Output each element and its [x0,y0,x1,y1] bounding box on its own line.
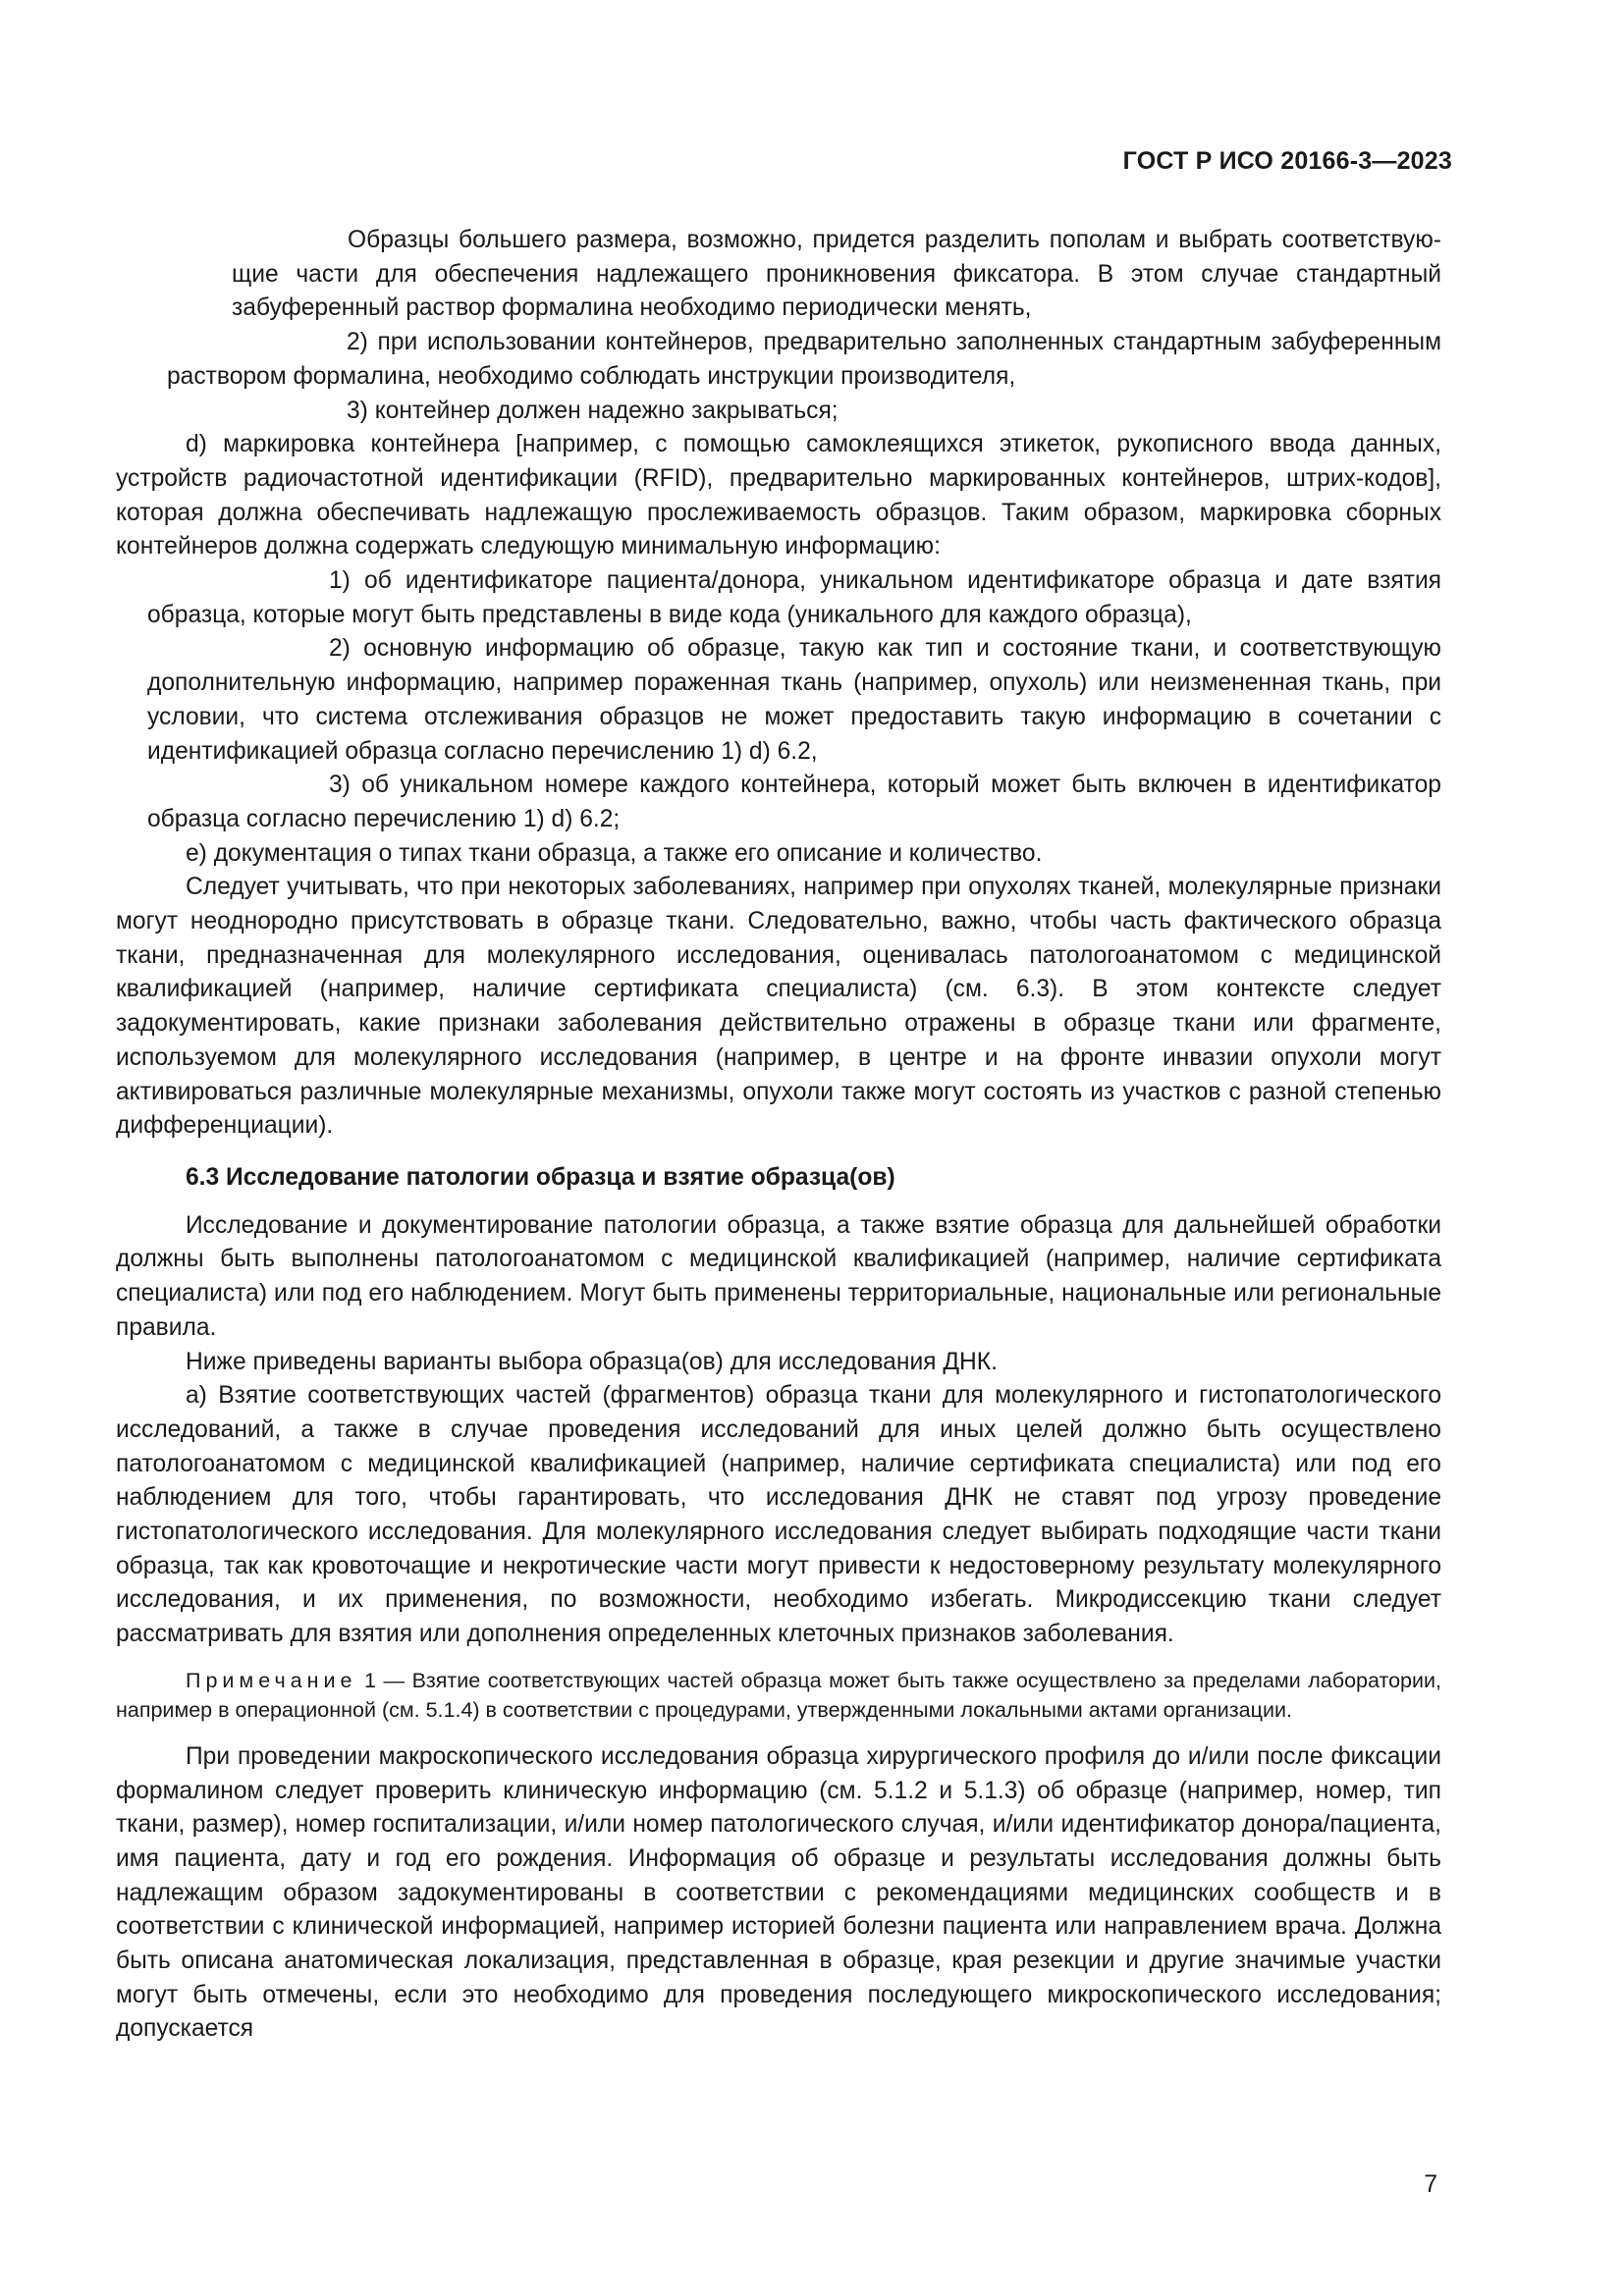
list-item: e) документация о типах ткани образца, а также его описание и количество. [186,839,1043,867]
list-item: 3) об уникальном номере каждого контейнера, который может быть включен в идентификатор образца согласно перечислению 1) d) 6.2; [147,772,1441,832]
document-id-header: ГОСТ Р ИСО 20166-3—2023 [1122,147,1452,175]
list-item: 2) основную информацию об образце, такую как тип и состояние ткани, и соответствующую дополнительную информацию, например пораженная ткань (например, опухоль) или неизмененная ткань, при условии, что система отслеживания образцов не может предоставить такую информацию в сочетании с идентификацией образца согласно перечислению 1) d) 6.2, [147,635,1441,765]
section-heading: 6.3 Исследование патологии образца и взятие образца(ов) [186,1163,895,1191]
paragraph: Ниже приведены варианты выбора образца(ов) для исследования ДНК. [186,1348,998,1375]
note-text: 1 — Взятие соответствующих частей образца может быть также осуществлено за пределами лаборатории, например в операционной (см. 5.1.4) в соответствии с процедурами, утвержденными локальными актами организации. [116,1668,1441,1722]
paragraph: При проведении макроскопического исследования образца хирургического профиля до и/или после фиксации формалином следует проверить клиническую информацию (см. 5.1.2 и 5.1.3) об образце (например, номер, тип ткани, размер), номер госпитализации, и/или номер патологического случая, и/или идентификатор донора/пациента, имя пациента, дату и год его рождения. Информация об образце и результаты исследования должны быть надлежащим образом задокументированы в соответствии с рекомендациями медицинских сообществ и в соответствии с клинической информацией, например историей болезни пациента или направлением врача. Должна быть описана анатомическая локализация, представленная в образце, края резекции и другие значимые участки могут быть отмечены, если это необходимо для проведения последующего микроскопического исследования; допускается [116,1742,1441,2043]
list-item: d) маркировка контейнера [например, с помощью самоклеящихся этикеток, рукописного ввода данных, устройств радиочастотной идентификации (RFID), предварительно маркированных контейнеров, штрих-кодов], которая должна обеспечивать надлежащую прослеживаемость образцов. Таким образом, маркировка сборных контейнеров должна содержать следующую минимальную информацию: [116,431,1441,561]
list-item: 1) об идентификаторе пациента/донора, уникальном идентификаторе образца и дате взятия образца, которые могут быть представлены в виде кода (уникального для каждого образца), [147,567,1441,628]
page-number: 7 [1424,2171,1437,2198]
paragraph: Следует учитывать, что при некоторых заболеваниях, например при опухолях тканей, молекулярные признаки могут неоднородно присутствовать в образце ткани. Следовательно, важно, чтобы часть фактического образца ткани, предназначенная для молекулярного исследования, оценивалась патологоанатомом с медицинской квалификацией (например, наличие сертификата специалиста) (см. 6.3). В этом контексте следует задокументировать, какие признаки заболевания действительно отражены в образце ткани или фрагменте, используемом для молекулярного исследования (например, в центре и на фронте инвазии опухоли могут активироваться различные молекулярные механизмы, опухоли также могут состоять из участков с разной степенью дифференциации). [116,874,1441,1140]
list-item: 3) контейнер должен надежно закрываться; [347,397,839,424]
note-label: Примечание [186,1668,357,1692]
list-item: 2) при использовании контейнеров, предварительно заполненных стандартным забуференным раствором формалина, необходимо соблюдать инструкции производителя, [167,329,1441,390]
paragraph: Образцы большего размера, возможно, придется разделить пополам и выбрать соответствующие части для обеспечения надлежащего проникновения фиксатора. В этом случае стандартный забуференный раствор формалина необходимо периодически менять, [232,227,1441,322]
paragraph: Исследование и документирование патологии образца, а также взятие образца для дальнейшей обработки должны быть выполнены патологоанатомом с медицинской квалификацией (например, наличие сертификата специалиста) или под его наблюдением. Могут быть применены территориальные, национальные или региональные правила. [116,1211,1441,1341]
document-body [116,224,1441,2047]
list-item: a) Взятие соответствующих частей (фрагментов) образца ткани для молекулярного и гистопатологического исследований, а также в случае проведения исследований для иных целей должно быть осуществлено патологоанатомом с медицинской квалификацией (например, наличие сертификата специалиста) или под его наблюдением для того, чтобы гарантировать, что исследования ДНК не ставят под угрозу проведение гистопатологического исследования. Для молекулярного исследования следует выбирать подходящие части ткани образца, так как кровоточащие и некротические части могут привести к недостоверному результату молекулярного исследования, и их применения, по возможности, необходимо избегать. Микродиссекцию ткани следует рассматривать для взятия или дополнения определенных клеточных признаков заболевания. [116,1382,1441,1648]
note [116,1666,1441,1725]
